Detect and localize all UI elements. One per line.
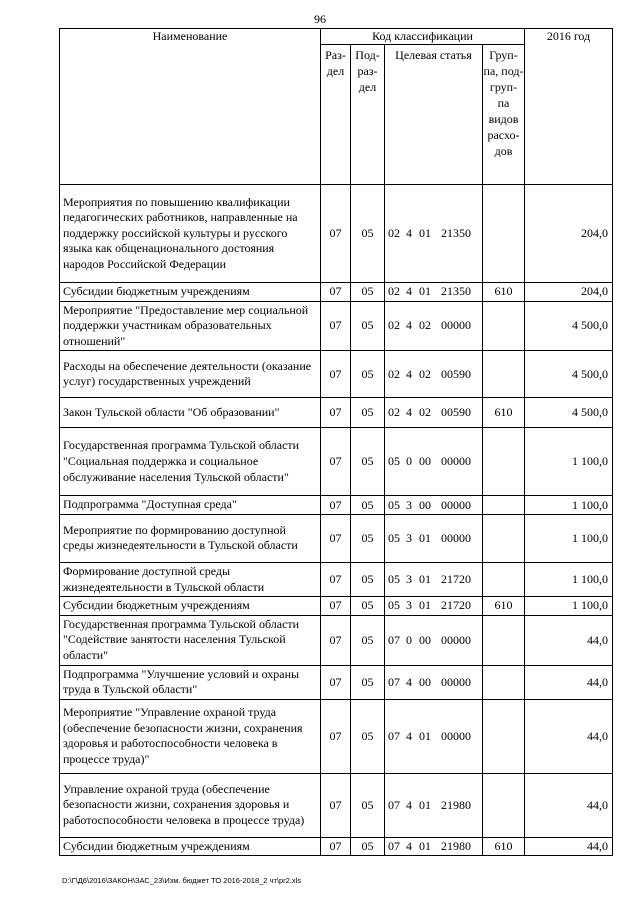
table-row <box>60 837 613 856</box>
row-target-article <box>385 773 483 837</box>
cs-direction: 21720 <box>441 572 471 587</box>
cs-measure: 00 <box>419 497 431 512</box>
header-name: Наименование <box>60 29 321 185</box>
row-razdel: 07 <box>321 615 351 665</box>
row-amount-2016: 4 500,0 <box>525 398 613 428</box>
header-target-article: Целевая статья <box>385 45 483 185</box>
row-expense-group <box>483 699 525 773</box>
cs-program: 05 <box>388 454 400 469</box>
cs-program: 02 <box>388 284 400 299</box>
row-name: Мероприятие "Управление охраной труда (обеспечение безопасности жизни, сохранения здоровья и работоспособности человека в процессе труда)" <box>60 699 321 773</box>
row-amount-2016: 1 100,0 <box>525 597 613 616</box>
table-row <box>60 773 613 837</box>
page-number: 96 <box>314 12 326 26</box>
row-target-article <box>385 496 483 515</box>
row-podrazdel: 05 <box>351 301 385 351</box>
cs-subprogram: 4 <box>406 405 412 420</box>
row-amount-2016: 204,0 <box>525 185 613 283</box>
row-podrazdel: 05 <box>351 351 385 398</box>
cs-direction: 00000 <box>441 454 471 469</box>
cs-direction: 21350 <box>441 226 471 240</box>
cs-subprogram: 4 <box>406 284 412 299</box>
cs-program: 05 <box>388 598 400 613</box>
row-razdel: 07 <box>321 351 351 398</box>
row-podrazdel: 05 <box>351 699 385 773</box>
cs-subprogram: 0 <box>406 454 412 469</box>
row-expense-group <box>483 185 525 283</box>
cs-program: 02 <box>388 405 400 420</box>
row-amount-2016: 1 100,0 <box>525 514 613 562</box>
table-row <box>60 615 613 665</box>
row-razdel: 07 <box>321 773 351 837</box>
row-razdel: 07 <box>321 398 351 428</box>
cs-subprogram: 0 <box>406 632 412 647</box>
row-expense-group <box>483 351 525 398</box>
row-razdel: 07 <box>321 301 351 351</box>
budget-table <box>59 28 613 856</box>
cs-subprogram: 3 <box>406 572 412 587</box>
file-path-footer: D:\Г\Д6\2016\ЗАКОН\ЗАС_23\Изм. бюджет ТО 2016-2018_2 чт\pr2.xls <box>62 876 302 885</box>
row-target-article <box>385 597 483 616</box>
cs-subprogram: 3 <box>406 530 412 545</box>
cs-program: 05 <box>388 530 400 545</box>
table-row <box>60 514 613 562</box>
row-expense-group <box>483 562 525 596</box>
row-razdel: 07 <box>321 514 351 562</box>
row-target-article <box>385 428 483 496</box>
cs-direction: 00590 <box>441 366 471 381</box>
row-target-article <box>385 665 483 699</box>
table-row <box>60 665 613 699</box>
row-razdel: 07 <box>321 283 351 302</box>
table-row <box>60 597 613 616</box>
row-target-article <box>385 615 483 665</box>
cs-subprogram: 4 <box>406 797 412 812</box>
row-podrazdel: 05 <box>351 665 385 699</box>
row-expense-group <box>483 301 525 351</box>
row-expense-group <box>483 665 525 699</box>
cs-subprogram: 4 <box>406 226 412 240</box>
row-amount-2016: 44,0 <box>525 699 613 773</box>
row-target-article <box>385 562 483 596</box>
row-podrazdel: 05 <box>351 283 385 302</box>
row-expense-group: 610 <box>483 837 525 856</box>
row-expense-group <box>483 428 525 496</box>
row-name: Субсидии бюджетным учреждениям <box>60 597 321 616</box>
cs-direction: 21350 <box>441 284 471 299</box>
cs-program: 05 <box>388 497 400 512</box>
cs-program: 05 <box>388 572 400 587</box>
row-target-article <box>385 301 483 351</box>
cs-direction: 21720 <box>441 598 471 613</box>
cs-measure: 02 <box>419 318 431 333</box>
row-razdel: 07 <box>321 699 351 773</box>
row-podrazdel: 05 <box>351 562 385 596</box>
cs-measure: 01 <box>419 797 431 812</box>
row-expense-group: 610 <box>483 597 525 616</box>
row-razdel: 07 <box>321 597 351 616</box>
row-podrazdel: 05 <box>351 428 385 496</box>
row-razdel: 07 <box>321 665 351 699</box>
cs-subprogram: 4 <box>406 728 412 743</box>
row-target-article <box>385 283 483 302</box>
table-row <box>60 185 613 283</box>
cs-measure: 01 <box>419 839 431 854</box>
header-expense-group: Груп- па, под- груп- па видов расхо- дов <box>483 45 525 185</box>
row-amount-2016: 1 100,0 <box>525 562 613 596</box>
row-target-article <box>385 837 483 856</box>
row-podrazdel: 05 <box>351 185 385 283</box>
header-razdel: Раз- дел <box>321 45 351 185</box>
cs-program: 07 <box>388 632 400 647</box>
cs-subprogram: 4 <box>406 839 412 854</box>
cs-subprogram: 3 <box>406 497 412 512</box>
cs-measure: 00 <box>419 674 431 689</box>
row-amount-2016: 4 500,0 <box>525 351 613 398</box>
table-row <box>60 428 613 496</box>
cs-subprogram: 4 <box>406 366 412 381</box>
header-row-top <box>60 29 613 45</box>
cs-program: 07 <box>388 839 400 854</box>
row-razdel: 07 <box>321 496 351 515</box>
row-expense-group <box>483 615 525 665</box>
row-name: Подпрограмма "Улучшение условий и охраны труда в Тульской области" <box>60 665 321 699</box>
row-target-article <box>385 514 483 562</box>
cs-program: 07 <box>388 674 400 689</box>
row-name: Государственная программа Тульской области "Социальная поддержка и социальное обслуживание населения Тульской области" <box>60 428 321 496</box>
row-expense-group: 610 <box>483 283 525 302</box>
cs-program: 02 <box>388 226 400 240</box>
row-podrazdel: 05 <box>351 773 385 837</box>
header-podrazdel: Под- раз- дел <box>351 45 385 185</box>
row-target-article <box>385 351 483 398</box>
cs-measure: 02 <box>419 366 431 381</box>
row-podrazdel: 05 <box>351 615 385 665</box>
row-target-article <box>385 185 483 283</box>
row-expense-group <box>483 773 525 837</box>
row-razdel: 07 <box>321 428 351 496</box>
table-row <box>60 301 613 351</box>
row-amount-2016: 44,0 <box>525 773 613 837</box>
cs-measure: 01 <box>419 572 431 587</box>
row-name: Формирование доступной среды жизнедеятельности в Тульской области <box>60 562 321 596</box>
table-row <box>60 562 613 596</box>
row-target-article <box>385 699 483 773</box>
table-body <box>60 185 613 856</box>
cs-direction: 21980 <box>441 839 471 854</box>
row-expense-group: 610 <box>483 398 525 428</box>
row-name: Государственная программа Тульской области "Содействие занятости населения Тульской области" <box>60 615 321 665</box>
table-row <box>60 398 613 428</box>
row-podrazdel: 05 <box>351 496 385 515</box>
cs-measure: 02 <box>419 405 431 420</box>
cs-direction: 00000 <box>441 674 471 689</box>
cs-program: 02 <box>388 366 400 381</box>
header-code-classification: Код классификации <box>321 29 525 45</box>
table-row <box>60 699 613 773</box>
row-expense-group <box>483 514 525 562</box>
row-podrazdel: 05 <box>351 514 385 562</box>
row-name: Управление охраной труда (обеспечение безопасности жизни, сохранения здоровья и работоспособности человека в процессе труда) <box>60 773 321 837</box>
cs-subprogram: 4 <box>406 318 412 333</box>
row-razdel: 07 <box>321 837 351 856</box>
table-row <box>60 496 613 515</box>
row-razdel: 07 <box>321 185 351 283</box>
table-row <box>60 351 613 398</box>
cs-measure: 01 <box>419 598 431 613</box>
cs-direction: 00000 <box>441 632 471 647</box>
header-year-2016: 2016 год <box>525 29 613 185</box>
cs-direction: 00590 <box>441 405 471 420</box>
row-amount-2016: 44,0 <box>525 837 613 856</box>
row-name: Субсидии бюджетным учреждениям <box>60 837 321 856</box>
cs-direction: 00000 <box>441 318 471 333</box>
row-amount-2016: 44,0 <box>525 665 613 699</box>
row-name: Подпрограмма "Доступная среда" <box>60 496 321 515</box>
row-podrazdel: 05 <box>351 398 385 428</box>
cs-measure: 01 <box>419 728 431 743</box>
cs-program: 07 <box>388 728 400 743</box>
row-podrazdel: 05 <box>351 837 385 856</box>
cs-measure: 00 <box>419 632 431 647</box>
row-amount-2016: 204,0 <box>525 283 613 302</box>
cs-direction: 00000 <box>441 530 471 545</box>
cs-subprogram: 3 <box>406 598 412 613</box>
row-target-article <box>385 398 483 428</box>
row-amount-2016: 1 100,0 <box>525 428 613 496</box>
row-razdel: 07 <box>321 562 351 596</box>
cs-measure: 01 <box>419 530 431 545</box>
row-name: Мероприятия по повышению квалификации педагогических работников, направленные на поддержку российской культуры и русского языка как общенационального достояния народов Российской Федерации <box>60 185 321 283</box>
cs-program: 07 <box>388 797 400 812</box>
row-amount-2016: 1 100,0 <box>525 496 613 515</box>
row-name: Субсидии бюджетным учреждениям <box>60 283 321 302</box>
cs-direction: 00000 <box>441 497 471 512</box>
row-amount-2016: 4 500,0 <box>525 301 613 351</box>
cs-direction: 21980 <box>441 797 471 812</box>
cs-direction: 00000 <box>441 728 471 743</box>
row-name: Мероприятие "Предоставление мер социальной поддержки участникам образовательных отношений" <box>60 301 321 351</box>
cs-measure: 01 <box>419 226 431 240</box>
cs-subprogram: 4 <box>406 674 412 689</box>
cs-measure: 00 <box>419 454 431 469</box>
row-name: Закон Тульской области "Об образовании" <box>60 398 321 428</box>
cs-measure: 01 <box>419 284 431 299</box>
row-expense-group <box>483 496 525 515</box>
table-row <box>60 283 613 302</box>
cs-program: 02 <box>388 318 400 333</box>
row-podrazdel: 05 <box>351 597 385 616</box>
row-name: Мероприятие по формированию доступной среды жизнедеятельности в Тульской области <box>60 514 321 562</box>
row-name: Расходы на обеспечение деятельности (оказание услуг) государственных учреждений <box>60 351 321 398</box>
row-amount-2016: 44,0 <box>525 615 613 665</box>
